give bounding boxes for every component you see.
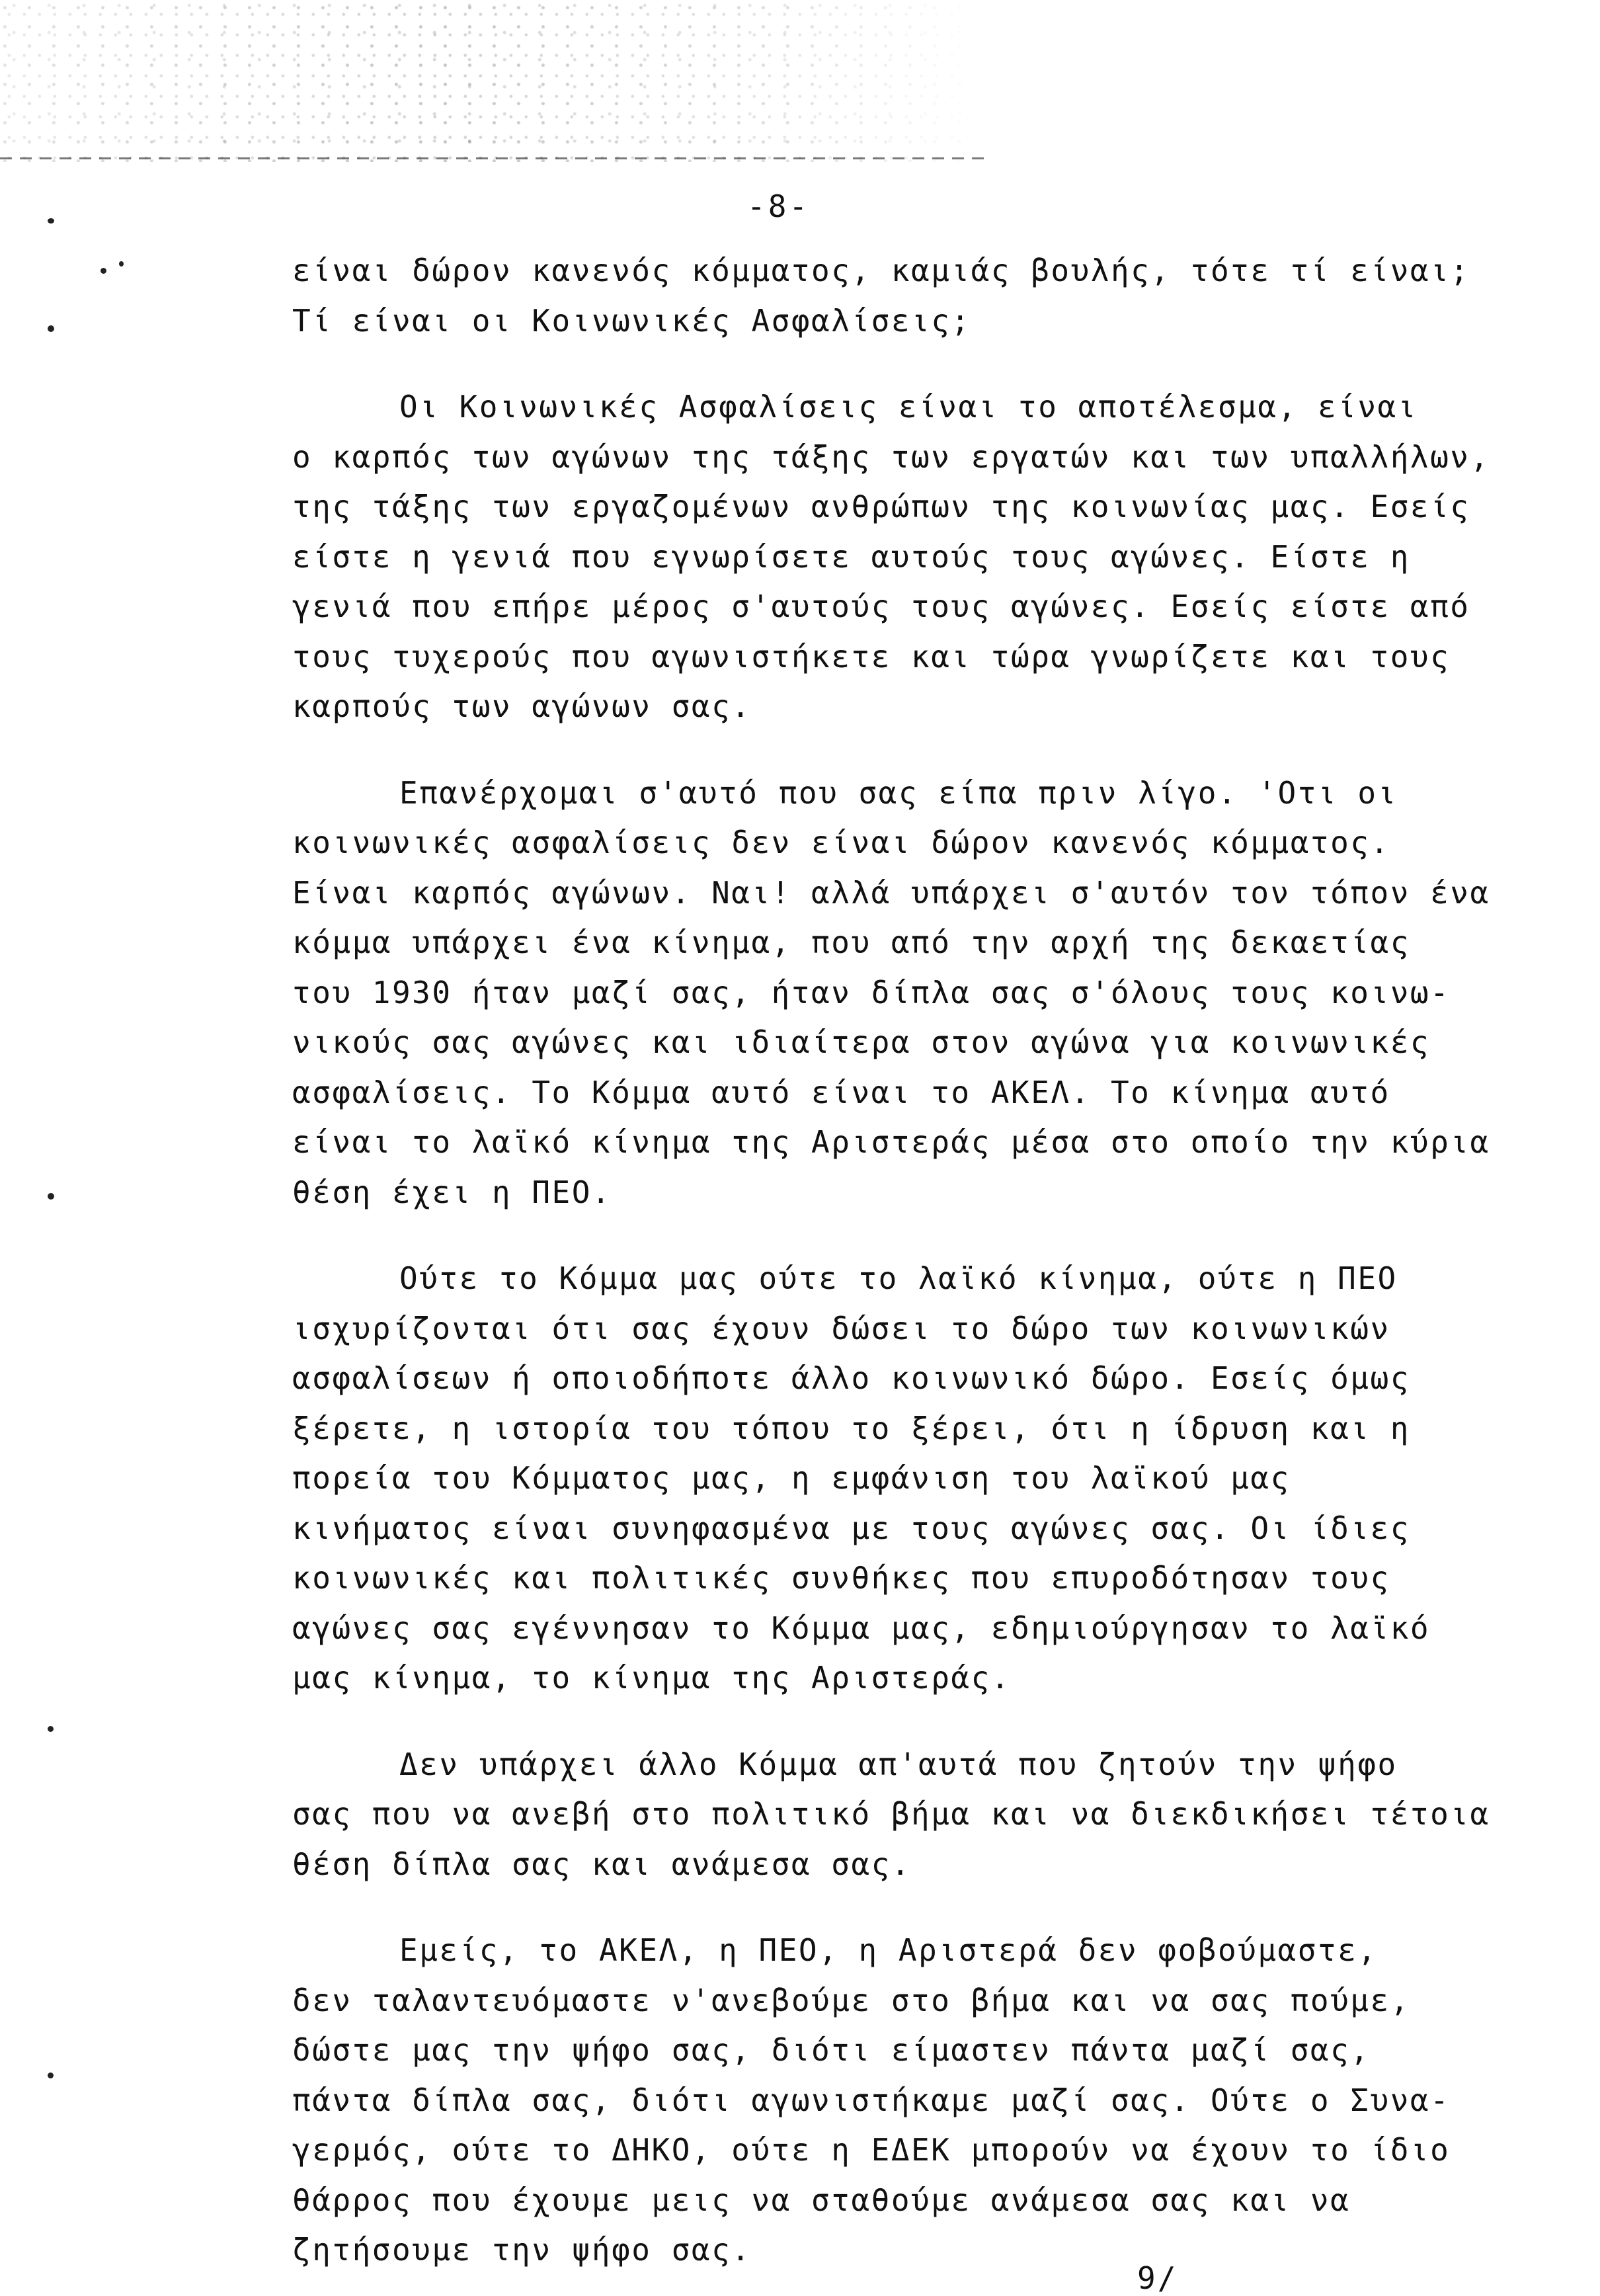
text-line: σας που να ανεβή στο πολιτικό βήμα και να διεκδικήσει τέτοια [292,1796,1490,1832]
text-line: είναι το λαϊκό κίνημα της Αριστεράς μέσα στο οποίο την κύρια [292,1124,1490,1160]
paragraph-gap [292,1889,1496,1926]
text-line: κοινωνικές ασφαλίσεις δεν είναι δώρον κανενός κόμματος. [292,825,1390,860]
paragraph-gap [292,1703,1496,1740]
text-line: Τί είναι οι Κοινωνικές Ασφαλίσεις; [292,302,971,339]
text-line: θάρρος που έχουμε μεις να σταθούμε ανάμεσα σας και να [292,2182,1351,2218]
text-line: Ούτε το Κόμμα μας ούτε το λαϊκό κίνημα, ούτε η ΠΕΟ [399,1260,1398,1296]
text-line: πορεία του Κόμματος μας, η εμφάνιση του λαϊκού μας [292,1460,1291,1496]
text-line: αγώνες σας εγέννησαν το Κόμμα μας, εδημιούργησαν το λαϊκό [292,1610,1431,1646]
text-line: Οι Κοινωνικές Ασφαλίσεις είναι το αποτέλεσμα, είναι [399,389,1418,425]
paragraph-gap [292,732,1496,768]
text-line: είστε η γενιά που εγνωρίσετε αυτούς τους αγώνες. Είστε η [292,538,1410,575]
next-page-marker: 9/ [1137,2260,1178,2296]
margin-speck [48,2072,54,2078]
text-line: τους τυχερούς που αγωνιστήκετε και τώρα γνωρίζετε και τους [292,638,1451,675]
text-line: κινήματος είναι συνηφασμένα με τους αγώνες σας. Οι ίδιες [292,1510,1410,1546]
text-line: της τάξης των εργαζομένων ανθρώπων της κοινωνίας μας. Εσείς [292,489,1470,524]
margin-speck [48,218,54,224]
text-line: κοινωνικές και πολιτικές συνθήκες που επυροδότησαν τους [292,1560,1390,1596]
text-line: δώστε μας την ψήφο σας, διότι είμαστεν πάντα μαζί σας, [292,2032,1371,2068]
text-line: ο καρπός των αγώνων της τάξης των εργατών και των υπαλλήλων, [292,438,1490,475]
paragraph [292,246,1496,346]
paragraph [292,382,1496,732]
text-line: νικούς σας αγώνες και ιδιαίτερα στον αγώνα για κοινωνικές [292,1024,1431,1060]
margin-speck [48,1193,54,1200]
text-line: ζητήσουμε την ψήφο σας. [292,2232,752,2268]
scan-noise-line [0,157,992,159]
scan-noise-header [0,0,979,162]
text-line: είναι δώρον κανενός κόμματος, καμιάς βουλής, τότε τί είναι; [292,253,1470,288]
paragraph [292,1926,1496,2276]
text-line: Εμείς, το ΑΚΕΛ, η ΠΕΟ, η Αριστερά δεν φοβούμαστε, [399,1932,1378,1968]
paragraph [292,1254,1496,1703]
paragraph [292,768,1496,1218]
margin-speck [119,261,124,266]
margin-speck [100,268,106,274]
text-line: ισχυρίζονται ότι σας έχουν δώσει το δώρο των κοινωνικών [292,1310,1390,1346]
paragraph [292,1740,1496,1890]
text-line: ασφαλίσεις. Το Κόμμα αυτό είναι το ΑΚΕΛ. Το κίνημα αυτό [292,1074,1390,1110]
text-line: γενιά που επήρε μέρος σ'αυτούς τους αγώνες. Εσείς είστε από [292,589,1470,624]
margin-speck [48,325,54,332]
text-line: θέση έχει η ΠΕΟ. [292,1174,612,1210]
text-line: του 1930 ήταν μαζί σας, ήταν δίπλα σας σ'όλους τους κοινω- [292,974,1451,1010]
text-line: πάντα δίπλα σας, διότι αγωνιστήκαμε μαζί σας. Ούτε ο Συνα- [292,2082,1451,2118]
text-line: Επανέρχομαι σ'αυτό που σας είπα πριν λίγο. 'Οτι οι [399,774,1398,811]
text-line: θέση δίπλα σας και ανάμεσα σας. [292,1846,912,1882]
paragraph-gap [292,346,1496,382]
paragraph-gap [292,1217,1496,1254]
text-line: Δεν υπάρχει άλλο Κόμμα απ'αυτά που ζητούν την ψήφο [399,1746,1398,1782]
text-line: Είναι καρπός αγώνων. Ναι! αλλά υπάρχει σ'αυτόν τον τόπον ένα [292,874,1490,911]
text-line: δεν ταλαντευόμαστε ν'ανεβούμε στο βήμα και να σας πούμε, [292,1982,1410,2018]
margin-speck [48,1726,54,1732]
page-number: -8- [747,188,811,224]
text-line: ξέρετε, η ιστορία του τόπου το ξέρει, ότι η ίδρυση και η [292,1410,1410,1446]
text-line: γερμός, ούτε το ΔΗΚΟ, ούτε η ΕΔΕΚ μπορούν να έχουν το ίδιο [292,2132,1451,2168]
text-line: μας κίνημα, το κίνημα της Αριστεράς. [292,1660,1011,1696]
text-line: ασφαλίσεων ή οποιοδήποτε άλλο κοινωνικό δώρο. Εσείς όμως [292,1360,1410,1396]
text-line: καρπούς των αγώνων σας. [292,688,752,724]
document-body [292,246,1496,2276]
text-line: κόμμα υπάρχει ένα κίνημα, που από την αρχή της δεκαετίας [292,924,1410,960]
